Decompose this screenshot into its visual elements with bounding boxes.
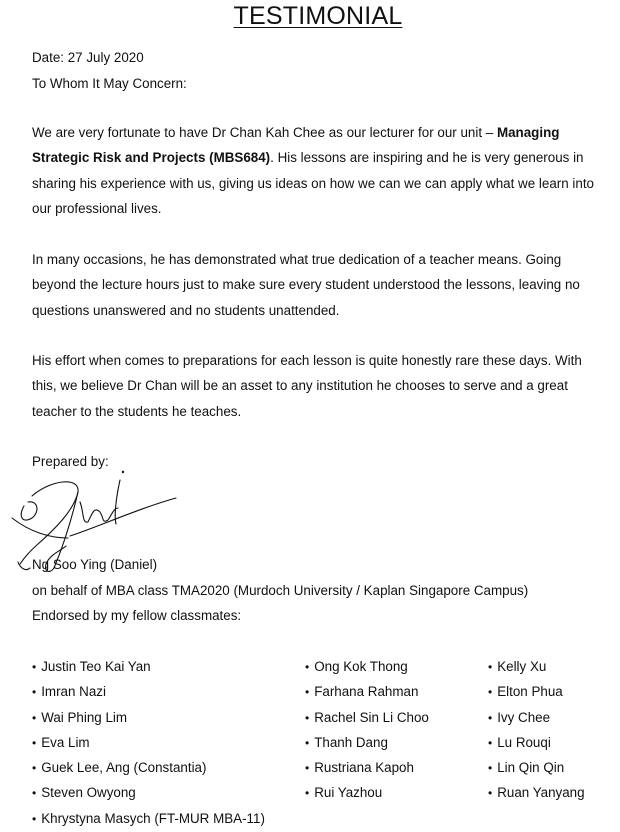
list-item bbox=[32, 780, 265, 805]
bullet-icon: • bbox=[32, 710, 37, 725]
list-item bbox=[32, 679, 265, 704]
paragraph-2: In many occasions, he has demonstrated what true dedication of a teacher means. Going beyond the lecture hours just to make sure every student understood the lessons, leaving no questions unanswered and no students unattended. bbox=[32, 252, 580, 318]
list-item bbox=[488, 780, 585, 805]
bullet-icon: • bbox=[488, 761, 493, 776]
bullet-icon: • bbox=[305, 735, 310, 750]
paragraph-1-post: . His lessons are inspiring and he is very generous in sharing his experience with us, giving us ideas on how we can we can apply what we learn into our professional lives. bbox=[32, 150, 594, 216]
bullet-icon: • bbox=[305, 660, 310, 674]
bullet-icon: • bbox=[32, 761, 37, 776]
bullet-icon: • bbox=[305, 761, 310, 776]
classmate-name: Guek Lee, Ang (Constantia) bbox=[41, 760, 207, 776]
bullet-icon: • bbox=[32, 685, 37, 700]
document-title: TESTIMONIAL bbox=[233, 2, 403, 30]
list-item bbox=[305, 780, 429, 805]
classmate-name: Rustriana Kapoh bbox=[314, 760, 414, 776]
list-item bbox=[488, 730, 585, 755]
list-item bbox=[488, 705, 585, 730]
bullet-icon: • bbox=[488, 786, 493, 801]
endorsed-label: Endorsed by my fellow classmates: bbox=[32, 608, 242, 623]
bullet-icon: • bbox=[305, 685, 310, 700]
date-line: Date: 27 July 2020 bbox=[32, 50, 144, 65]
list-item bbox=[32, 806, 265, 831]
bullet-icon: • bbox=[32, 660, 37, 674]
paragraph-1 bbox=[32, 120, 604, 221]
classmate-name: Ivy Chee bbox=[497, 709, 551, 725]
unit-name: Managing Strategic Risk and Projects (MBS684) bbox=[32, 125, 560, 166]
bullet-icon: • bbox=[32, 786, 37, 801]
classmate-name: Thanh Dang bbox=[314, 734, 388, 750]
list-item bbox=[32, 654, 265, 679]
bullet-icon: • bbox=[488, 710, 493, 725]
classmate-name: Khrystyna Masych (FT-MUR MBA-11) bbox=[41, 810, 265, 826]
classmate-name: Wai Phing Lim bbox=[41, 709, 128, 725]
list-item bbox=[32, 705, 265, 730]
classmate-name: Imran Nazi bbox=[41, 684, 106, 700]
classmate-name: Steven Owyong bbox=[41, 785, 136, 801]
bullet-icon: • bbox=[488, 660, 493, 674]
classmate-name: Lin Qin Qin bbox=[497, 760, 565, 776]
on-behalf-line: on behalf of MBA class TMA2020 (Murdoch University / Kaplan Singapore Campus) bbox=[32, 583, 529, 598]
classmates-column-3 bbox=[488, 654, 585, 806]
list-item bbox=[488, 679, 585, 704]
list-item bbox=[488, 755, 585, 780]
classmate-name: Ong Kok Thong bbox=[314, 659, 408, 674]
classmate-name: Elton Phua bbox=[497, 684, 563, 700]
list-item bbox=[305, 654, 429, 679]
classmate-name: Lu Rouqi bbox=[497, 734, 551, 750]
bullet-icon: • bbox=[488, 735, 493, 750]
bullet-icon: • bbox=[305, 786, 310, 801]
paragraph-1-pre: We are very fortunate to have Dr Chan Kah Chee as our lecturer for our unit – bbox=[32, 125, 497, 140]
paragraph-3: His effort when comes to preparations for each lesson is quite honestly rare these days. With this, we believe Dr Chan will be an asset to any institution he chooses to serve and a great teacher to the students he teaches. bbox=[32, 353, 582, 419]
signatory-name: Ng Soo Ying (Daniel) bbox=[32, 557, 158, 572]
list-item bbox=[305, 730, 429, 755]
classmates-column-2 bbox=[305, 654, 429, 806]
bullet-icon: • bbox=[32, 735, 37, 750]
classmate-name: Kelly Xu bbox=[497, 659, 547, 674]
list-item bbox=[488, 654, 585, 679]
prepared-by-label: Prepared by: bbox=[32, 454, 109, 469]
list-item bbox=[305, 755, 429, 780]
list-item bbox=[305, 679, 429, 704]
classmate-name: Ruan Yanyang bbox=[497, 785, 585, 801]
bullet-icon: • bbox=[32, 811, 37, 826]
classmates-column-1 bbox=[32, 654, 265, 831]
classmate-name: Justin Teo Kai Yan bbox=[41, 659, 151, 674]
list-item bbox=[305, 705, 429, 730]
classmate-name: Rachel Sin Li Choo bbox=[314, 709, 429, 725]
bullet-icon: • bbox=[488, 685, 493, 700]
classmate-name: Rui Yazhou bbox=[314, 785, 383, 801]
list-item bbox=[32, 755, 265, 780]
salutation: To Whom It May Concern: bbox=[32, 76, 187, 91]
list-item bbox=[32, 730, 265, 755]
classmate-name: Eva Lim bbox=[41, 734, 90, 750]
bullet-icon: • bbox=[305, 710, 310, 725]
classmate-name: Farhana Rahman bbox=[314, 684, 419, 700]
